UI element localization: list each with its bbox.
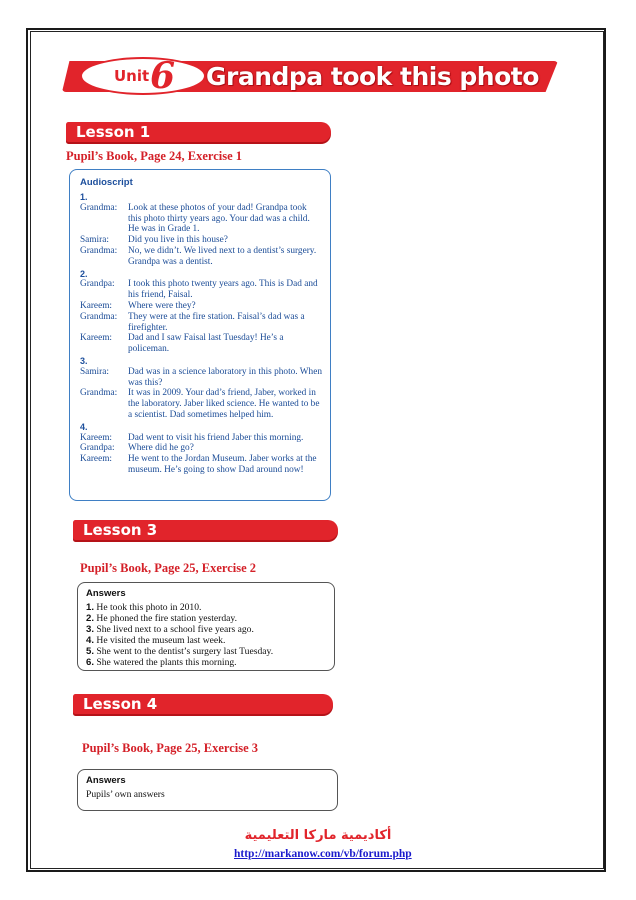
lesson-3-bar: Lesson 3 bbox=[73, 520, 338, 540]
audioscript-line bbox=[80, 443, 322, 454]
lesson-4-answers-box bbox=[77, 769, 338, 811]
speaker-line-text: I took this photo twenty years ago. This is Dad and his friend, Faisal. bbox=[128, 279, 318, 301]
audioscript-section-number: 3. bbox=[80, 355, 88, 366]
audioscript-line bbox=[80, 235, 322, 246]
speaker-line-text: They were at the fire station. Faisal’s dad was a firefighter. bbox=[128, 311, 305, 333]
audioscript-section-number: 4. bbox=[80, 421, 88, 432]
speaker-line-text: Look at these photos of your dad! Grandpa took this photo thirty years ago. Your dad was a child. He was in Grade 1. bbox=[128, 202, 310, 235]
speaker-name: Grandpa: bbox=[80, 443, 115, 454]
footer-arabic-title: أكاديمية ماركا التعليمية bbox=[244, 828, 392, 843]
audioscript-line bbox=[80, 203, 322, 235]
answer-text: He visited the museum last week. bbox=[94, 635, 226, 646]
lesson-4-answer-text: Pupils’ own answers bbox=[86, 789, 165, 800]
speaker-line-text: Dad and I saw Faisal last Tuesday! He’s a policeman. bbox=[128, 333, 284, 355]
speaker-name: Grandma: bbox=[80, 311, 118, 322]
audioscript-line bbox=[80, 279, 322, 301]
lesson-3-answers-list bbox=[86, 602, 326, 668]
speaker-name: Kareem: bbox=[80, 300, 113, 311]
footer-link[interactable]: http://markanow.com/vb/forum.php bbox=[234, 848, 412, 860]
answer-number: 2. bbox=[86, 613, 95, 624]
speaker-name: Samira: bbox=[80, 366, 109, 377]
unit-banner bbox=[62, 57, 558, 97]
answer-number: 1. bbox=[86, 602, 95, 613]
speaker-line-text: He went to the Jordan Museum. Jaber works at the museum. He’s going to show Dad around now! bbox=[128, 454, 317, 475]
answer-text: She watered the plants this morning. bbox=[94, 657, 237, 668]
audioscript-line bbox=[80, 301, 322, 312]
speaker-line-text: Did you live in this house? bbox=[128, 235, 228, 246]
audioscript-title: Audioscript bbox=[80, 177, 133, 188]
unit-badge bbox=[80, 57, 206, 95]
answer-item bbox=[86, 602, 326, 613]
audioscript-line bbox=[80, 433, 322, 444]
speaker-line-text: Dad was in a science laboratory in this photo. When was this? bbox=[128, 366, 322, 388]
lesson-4-answers-title: Answers bbox=[86, 775, 126, 786]
answer-item bbox=[86, 624, 326, 635]
lesson-4-bar: Lesson 4 bbox=[73, 694, 333, 714]
speaker-line-text: Where did he go? bbox=[128, 443, 194, 454]
lesson-3-answers-box bbox=[77, 582, 335, 671]
speaker-name: Grandma: bbox=[80, 245, 118, 256]
unit-number: 6 bbox=[150, 55, 176, 97]
answer-number: 5. bbox=[86, 646, 95, 657]
answer-text: He phoned the fire station yesterday. bbox=[94, 613, 237, 624]
speaker-name: Grandma: bbox=[80, 202, 118, 213]
speaker-line-text: No, we didn’t. We lived next to a dentist’s surgery. Grandpa was a dentist. bbox=[128, 245, 317, 267]
lesson-4-heading: Pupil’s Book, Page 25, Exercise 3 bbox=[82, 741, 259, 755]
speaker-name: Grandpa: bbox=[80, 279, 115, 290]
speaker-line-text: Dad went to visit his friend Jaber this morning. bbox=[128, 432, 304, 443]
audioscript-line bbox=[80, 333, 322, 355]
audioscript-box bbox=[69, 169, 331, 501]
audioscript-line bbox=[80, 367, 322, 389]
answer-item bbox=[86, 613, 326, 624]
speaker-name: Kareem: bbox=[80, 432, 113, 443]
answer-number: 6. bbox=[86, 657, 95, 668]
audioscript-section-number: 1. bbox=[80, 192, 88, 202]
audioscript-section-number: 2. bbox=[80, 268, 88, 279]
answer-item bbox=[86, 657, 326, 668]
audioscript-line bbox=[80, 388, 322, 420]
answer-item bbox=[86, 646, 326, 657]
audioscript-line bbox=[80, 246, 322, 268]
answer-text: He took this photo in 2010. bbox=[94, 602, 202, 613]
speaker-name: Kareem: bbox=[80, 333, 113, 344]
audioscript-line bbox=[80, 454, 322, 476]
audioscript-line bbox=[80, 312, 322, 334]
unit-label: Unit bbox=[114, 67, 150, 85]
lesson-3-answers-title: Answers bbox=[86, 588, 126, 599]
speaker-line-text: Where were they? bbox=[128, 300, 196, 311]
answer-number: 4. bbox=[86, 635, 95, 646]
speaker-name: Samira: bbox=[80, 235, 109, 246]
answer-number: 3. bbox=[86, 624, 95, 635]
speaker-name: Grandma: bbox=[80, 388, 118, 399]
audioscript-sections bbox=[80, 192, 322, 476]
speaker-name: Kareem: bbox=[80, 454, 113, 465]
speaker-line-text: It was in 2009. Your dad’s friend, Jaber, worked in the laboratory. Jaber liked science. He wanted to be a scientist. Dad sometimes helped him. bbox=[128, 388, 320, 420]
unit-title: Grandpa took this photo bbox=[206, 62, 539, 91]
answer-text: She lived next to a school five years ago. bbox=[94, 624, 254, 635]
lesson-1-heading: Pupil’s Book, Page 24, Exercise 1 bbox=[66, 149, 243, 163]
answer-item bbox=[86, 635, 326, 646]
lesson-3-heading: Pupil’s Book, Page 25, Exercise 2 bbox=[80, 561, 257, 575]
lesson-1-bar: Lesson 1 bbox=[66, 122, 331, 142]
answer-text: She went to the dentist’s surgery last Tuesday. bbox=[94, 646, 274, 657]
